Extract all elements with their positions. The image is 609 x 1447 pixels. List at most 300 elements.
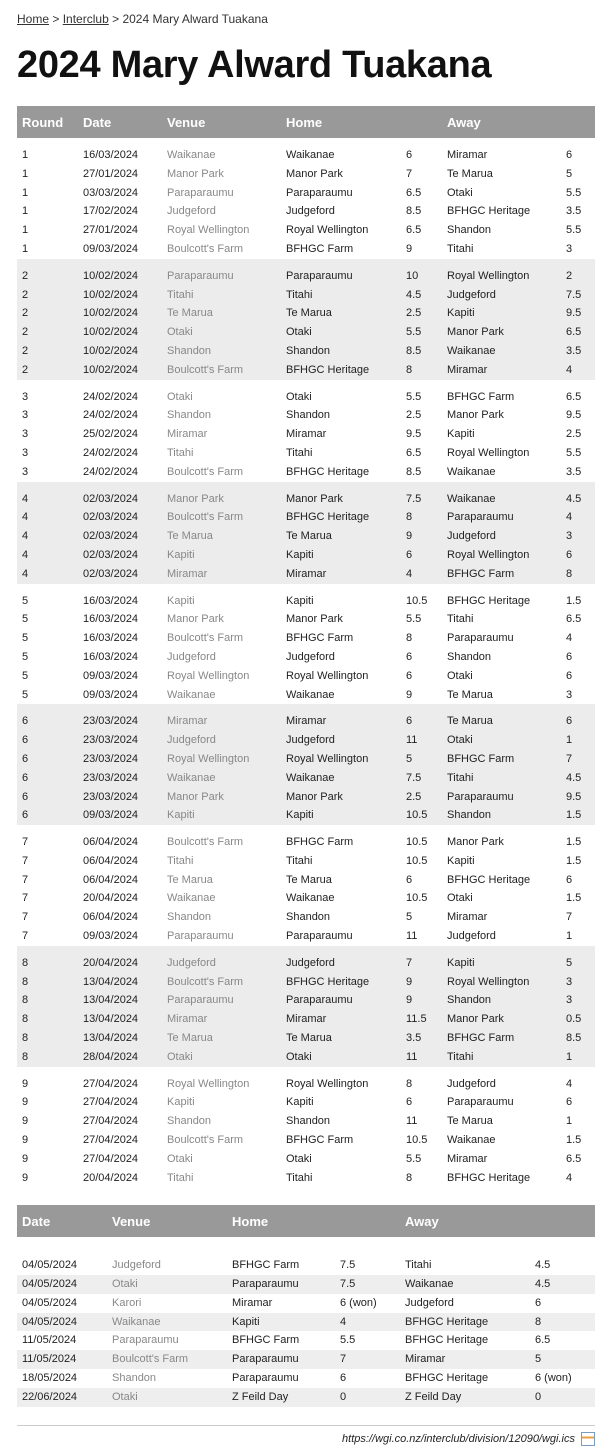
home-score-cell: 9.5 (406, 428, 422, 441)
date-cell: 27/04/2024 (83, 1134, 139, 1147)
finals-spacer (17, 1407, 595, 1426)
round-spacer (17, 380, 595, 388)
venue-cell: Shandon (107, 1369, 227, 1388)
away-team-cell: Miramar (447, 149, 488, 161)
home-score-cell: 5 (401, 750, 442, 769)
table-row (17, 1256, 595, 1275)
away-score-cell: 2.5 (566, 428, 582, 441)
table-row (17, 712, 595, 731)
date-cell: 13/04/2024 (78, 1029, 162, 1048)
spacer-cell (17, 259, 595, 267)
table-row (17, 202, 595, 221)
venue-cell: Miramar (162, 1010, 281, 1029)
away-score-cell: 4 (566, 632, 573, 645)
ics-footer (17, 1431, 595, 1447)
away-team-cell: Titahi (447, 242, 474, 255)
home-team-cell: Miramar (281, 1010, 401, 1029)
away-score-cell: 5 (566, 167, 573, 180)
table-row (17, 490, 595, 509)
round-cell: 4 (17, 490, 78, 509)
table-row (17, 342, 595, 361)
home-team-cell: Manor Park (281, 490, 401, 509)
home-team-cell: BFHGC Farm (286, 836, 354, 849)
away-team-cell: Titahi (442, 1048, 561, 1067)
date-cell: 27/04/2024 (83, 1152, 139, 1165)
venue-cell: Titahi (162, 286, 281, 305)
date-cell: 24/02/2024 (83, 409, 139, 422)
date-cell: 03/03/2024 (83, 186, 139, 199)
venue-cell: Waikanae (167, 688, 216, 701)
venue-cell: Te Marua (162, 1029, 281, 1048)
home-team-cell: Titahi (281, 286, 401, 305)
date-cell: 23/03/2024 (78, 712, 162, 731)
round-cell: 1 (22, 149, 29, 161)
round-cell: 5 (22, 594, 29, 607)
table-row (17, 889, 595, 908)
away-score-cell: 3 (566, 688, 573, 701)
table-row (17, 852, 595, 871)
date-cell: 13/04/2024 (78, 991, 162, 1010)
home-score-cell: 11 (401, 1048, 442, 1067)
venue-cell: Shandon (167, 911, 212, 924)
table-row (17, 425, 595, 444)
date-cell: 23/03/2024 (78, 788, 162, 807)
date-cell: 27/04/2024 (83, 1077, 139, 1090)
home-score-cell: 6 (won) (335, 1294, 400, 1313)
away-team-cell: Paraparaumu (447, 1096, 514, 1109)
away-score-cell: 7.5 (561, 286, 595, 305)
table-row (17, 1313, 595, 1332)
home-team-cell: Judgeford (281, 731, 401, 750)
venue-cell: Otaki (167, 390, 193, 403)
date-cell: 23/03/2024 (78, 769, 162, 788)
away-team-cell: Judgeford (442, 527, 561, 546)
spacer-cell (17, 482, 595, 490)
table-row (17, 463, 595, 482)
table-row (17, 565, 595, 584)
venue-cell: Judgeford (162, 731, 281, 750)
venue-cell: Paraparaumu (167, 186, 234, 199)
date-cell: 10/02/2024 (78, 286, 162, 305)
venue-cell: Boulcott's Farm (162, 361, 281, 380)
away-score-cell: 1 (566, 930, 573, 943)
table-row (17, 750, 595, 769)
date-cell: 09/03/2024 (83, 669, 139, 682)
home-score-cell: 10 (401, 267, 442, 286)
home-team-cell: Manor Park (286, 613, 343, 626)
header-home: Home (281, 106, 401, 138)
away-team-cell: Manor Park (447, 836, 504, 849)
round-cell: 3 (22, 465, 29, 478)
home-team-cell: Otaki (281, 1048, 401, 1067)
table-row (17, 240, 595, 259)
away-score-cell: 5.5 (566, 186, 582, 199)
venue-cell: Boulcott's Farm (167, 836, 244, 849)
home-team-cell: Shandon (286, 1115, 331, 1128)
home-score-cell: 10.5 (406, 892, 428, 905)
table-row (17, 1150, 595, 1169)
ics-url[interactable]: https://wgi.co.nz/interclub/division/12090/wgi.ics (342, 1433, 575, 1446)
home-score-cell: 8.5 (406, 205, 422, 218)
home-team-cell: BFHGC Farm (286, 632, 354, 645)
table-row (17, 592, 595, 611)
date-cell: 09/03/2024 (83, 242, 139, 255)
home-score-cell: 11.5 (401, 1010, 442, 1029)
venue-cell: Boulcott's Farm (167, 465, 244, 478)
home-team-cell: BFHGC Heritage (281, 361, 401, 380)
home-team-cell: Manor Park (286, 167, 343, 180)
home-score-cell: 7 (406, 167, 413, 180)
venue-cell: Paraparaumu (167, 930, 234, 943)
table-row (17, 991, 595, 1010)
date-cell: 10/02/2024 (78, 267, 162, 286)
venue-cell: Boulcott's Farm (162, 973, 281, 992)
away-score-cell: 6.5 (566, 390, 582, 403)
round-spacer (17, 946, 595, 954)
round-cell: 4 (17, 508, 78, 527)
table-row (17, 1388, 595, 1407)
home-score-cell: 11 (401, 731, 442, 750)
date-cell: 16/03/2024 (83, 613, 139, 626)
venue-cell: Judgeford (162, 954, 281, 973)
away-team-cell: BFHGC Heritage (447, 873, 531, 886)
home-team-cell: Titahi (286, 1171, 313, 1184)
table-row (17, 610, 595, 629)
round-cell: 6 (17, 788, 78, 807)
away-team-cell: Titahi (400, 1256, 530, 1275)
table-row (17, 508, 595, 527)
date-cell: 06/04/2024 (83, 854, 139, 867)
venue-cell: Paraparaumu (162, 267, 281, 286)
spacer-cell (17, 380, 595, 388)
date-cell: 10/02/2024 (78, 361, 162, 380)
date-cell: 24/02/2024 (83, 465, 139, 478)
date-cell: 20/04/2024 (83, 1171, 139, 1184)
away-score-cell: 9.5 (561, 304, 595, 323)
away-score-cell: 1.5 (561, 806, 595, 825)
away-score-cell: 4 (561, 508, 595, 527)
venue-cell: Paraparaumu (107, 1331, 227, 1350)
away-team-cell: Judgeford (400, 1294, 530, 1313)
table-row (17, 648, 595, 667)
venue-cell: Waikanae (107, 1313, 227, 1332)
date-cell: 04/05/2024 (17, 1275, 107, 1294)
away-score-cell: 6 (561, 546, 595, 565)
round-cell: 6 (17, 712, 78, 731)
table-row (17, 806, 595, 825)
table-row (17, 731, 595, 750)
home-score-cell: 9 (406, 242, 413, 255)
venue-cell: Kapiti (162, 546, 281, 565)
home-score-cell: 6.5 (406, 446, 422, 459)
finals-header-home-score (335, 1205, 400, 1237)
venue-cell: Manor Park (162, 490, 281, 509)
away-team-cell: Shandon (442, 991, 561, 1010)
table-row (17, 788, 595, 807)
round-cell: 8 (17, 954, 78, 973)
finals-header-away-score (530, 1205, 595, 1237)
venue-cell: Judgeford (107, 1256, 227, 1275)
away-score-cell: 0.5 (561, 1010, 595, 1029)
header-date: Date (78, 106, 162, 138)
round-cell: 4 (17, 565, 78, 584)
table-row (17, 184, 595, 203)
round-cell: 3 (22, 446, 29, 459)
finals-spacer (17, 1237, 595, 1256)
away-team-cell: Judgeford (447, 1077, 496, 1090)
venue-cell: Royal Wellington (162, 750, 281, 769)
away-score-cell: 6 (530, 1294, 595, 1313)
finals-header-venue: Venue (107, 1205, 227, 1237)
date-cell: 22/06/2024 (17, 1388, 107, 1407)
venue-cell: Manor Park (162, 788, 281, 807)
table-row (17, 546, 595, 565)
home-score-cell: 6 (406, 1096, 413, 1109)
away-score-cell: 4 (566, 1171, 573, 1184)
home-team-cell: Paraparaumu (227, 1350, 335, 1369)
home-team-cell: Miramar (227, 1294, 335, 1313)
venue-cell: Manor Park (167, 613, 224, 626)
home-team-cell: Otaki (286, 390, 312, 403)
round-cell: 2 (17, 361, 78, 380)
away-score-cell: 3.5 (566, 465, 582, 478)
table-row (17, 973, 595, 992)
away-team-cell: Shandon (447, 650, 492, 663)
round-cell: 9 (22, 1077, 29, 1090)
date-cell: 28/04/2024 (78, 1048, 162, 1067)
venue-cell: Boulcott's Farm (162, 508, 281, 527)
date-cell: 10/02/2024 (78, 323, 162, 342)
home-team-cell: Shandon (281, 342, 401, 361)
home-team-cell: Paraparaumu (286, 186, 353, 199)
home-score-cell: 3.5 (401, 1029, 442, 1048)
finals-header-home: Home (227, 1205, 335, 1237)
date-cell: 13/04/2024 (78, 1010, 162, 1029)
date-cell: 23/03/2024 (78, 750, 162, 769)
away-team-cell: Paraparaumu (442, 788, 561, 807)
date-cell: 27/01/2024 (83, 224, 139, 237)
home-team-cell: Paraparaumu (227, 1275, 335, 1294)
round-cell: 6 (17, 769, 78, 788)
home-score-cell: 6 (406, 873, 413, 886)
home-score-cell: 5 (406, 911, 413, 924)
home-team-cell: Shandon (286, 409, 331, 422)
round-cell: 8 (17, 973, 78, 992)
home-team-cell: Otaki (281, 323, 401, 342)
home-team-cell: Kapiti (286, 594, 314, 607)
round-cell: 1 (22, 242, 29, 255)
venue-cell: Otaki (107, 1388, 227, 1407)
date-cell: 04/05/2024 (17, 1256, 107, 1275)
away-score-cell: 6 (566, 873, 573, 886)
header-away: Away (442, 106, 561, 138)
home-score-cell: 9 (401, 991, 442, 1010)
venue-cell: Shandon (162, 342, 281, 361)
venue-cell: Titahi (167, 854, 194, 867)
round-cell: 6 (17, 750, 78, 769)
home-score-cell: 6.5 (406, 186, 422, 199)
away-team-cell: Waikanae (447, 465, 496, 478)
home-score-cell: 8 (401, 508, 442, 527)
date-cell: 02/03/2024 (78, 527, 162, 546)
table-row (17, 444, 595, 463)
venue-cell: Manor Park (167, 167, 224, 180)
away-score-cell: 1 (561, 731, 595, 750)
away-team-cell: Te Marua (442, 712, 561, 731)
home-team-cell: Royal Wellington (286, 1077, 369, 1090)
home-score-cell: 6 (406, 149, 413, 161)
away-score-cell: 6 (561, 712, 595, 731)
away-team-cell: BFHGC Farm (442, 750, 561, 769)
away-score-cell: 1.5 (566, 1134, 582, 1147)
date-cell: 02/03/2024 (78, 508, 162, 527)
spacer-cell (17, 1407, 595, 1426)
home-team-cell: Kapiti (227, 1313, 335, 1332)
home-score-cell: 4 (401, 565, 442, 584)
table-row (17, 954, 595, 973)
date-cell: 06/04/2024 (83, 836, 139, 849)
round-cell: 4 (17, 546, 78, 565)
home-score-cell: 6 (406, 650, 413, 663)
away-team-cell: Paraparaumu (442, 508, 561, 527)
round-spacer (17, 138, 595, 146)
table-row (17, 527, 595, 546)
round-cell: 7 (22, 930, 29, 943)
home-score-cell: 8 (406, 1171, 413, 1184)
date-cell: 02/03/2024 (78, 546, 162, 565)
home-score-cell: 6.5 (406, 224, 422, 237)
table-row (17, 388, 595, 407)
date-cell: 24/02/2024 (83, 390, 139, 403)
venue-cell: Titahi (167, 1171, 194, 1184)
away-team-cell: Otaki (447, 186, 473, 199)
round-cell: 8 (17, 1048, 78, 1067)
away-score-cell: 6.5 (566, 1152, 582, 1165)
rounds-table-header (17, 106, 595, 138)
date-cell: 06/04/2024 (83, 911, 139, 924)
away-score-cell: 8.5 (561, 1029, 595, 1048)
table-row (17, 1029, 595, 1048)
away-score-cell: 6.5 (561, 323, 595, 342)
venue-cell: Shandon (167, 1115, 212, 1128)
home-team-cell: Manor Park (281, 788, 401, 807)
date-cell: 09/03/2024 (83, 688, 139, 701)
table-row (17, 165, 595, 184)
away-score-cell: 3 (561, 991, 595, 1010)
round-cell: 3 (22, 390, 29, 403)
home-score-cell: 9 (401, 527, 442, 546)
spacer-cell (17, 704, 595, 712)
home-score-cell: 5.5 (406, 1152, 422, 1165)
home-score-cell: 7.5 (335, 1275, 400, 1294)
away-team-cell: Royal Wellington (442, 546, 561, 565)
home-team-cell: BFHGC Farm (227, 1331, 335, 1350)
finals-header-date: Date (17, 1205, 107, 1237)
table-row (17, 146, 595, 165)
venue-cell: Kapiti (167, 594, 195, 607)
home-score-cell: 9 (406, 688, 413, 701)
spacer-cell (17, 946, 595, 954)
away-score-cell: 7 (561, 750, 595, 769)
round-cell: 2 (17, 323, 78, 342)
venue-cell: Royal Wellington (167, 669, 250, 682)
table-row (17, 267, 595, 286)
header-venue: Venue (162, 106, 281, 138)
round-cell: 8 (17, 991, 78, 1010)
home-score-cell: 7.5 (335, 1256, 400, 1275)
away-team-cell: Paraparaumu (447, 632, 514, 645)
table-row (17, 667, 595, 686)
away-score-cell: 1.5 (566, 892, 582, 905)
away-score-cell: 1.5 (566, 594, 582, 607)
away-team-cell: Kapiti (447, 854, 475, 867)
home-score-cell: 6 (335, 1369, 400, 1388)
round-cell: 1 (22, 186, 29, 199)
home-score-cell: 2.5 (401, 788, 442, 807)
home-score-cell: 10.5 (406, 854, 428, 867)
home-team-cell: Shandon (286, 911, 331, 924)
breadcrumb-interclub-link[interactable]: Interclub (62, 12, 109, 26)
date-cell: 16/03/2024 (83, 632, 139, 645)
round-cell: 5 (22, 632, 29, 645)
table-row (17, 304, 595, 323)
home-team-cell: Waikanae (281, 769, 401, 788)
date-cell: 24/02/2024 (83, 446, 139, 459)
breadcrumb-home-link[interactable]: Home (17, 12, 50, 26)
away-score-cell: 9.5 (561, 788, 595, 807)
round-cell: 9 (22, 1115, 29, 1128)
away-score-cell: 3.5 (566, 205, 582, 218)
home-team-cell: Royal Wellington (286, 669, 369, 682)
away-score-cell: 5 (561, 954, 595, 973)
home-team-cell: Otaki (286, 1152, 312, 1165)
calendar-icon[interactable] (581, 1432, 595, 1446)
home-team-cell: Z Feild Day (227, 1388, 335, 1407)
home-score-cell: 4.5 (401, 286, 442, 305)
away-score-cell: 3 (561, 973, 595, 992)
date-cell: 04/05/2024 (17, 1313, 107, 1332)
away-score-cell: 6.5 (530, 1331, 595, 1350)
home-team-cell: Paraparaumu (227, 1369, 335, 1388)
away-score-cell: 6 (566, 149, 573, 161)
home-score-cell: 10.5 (406, 1134, 428, 1147)
home-score-cell: 7 (401, 954, 442, 973)
home-team-cell: BFHGC Farm (286, 1134, 354, 1147)
venue-cell: Te Marua (162, 527, 281, 546)
away-score-cell: 6 (566, 669, 573, 682)
away-team-cell: Manor Park (442, 1010, 561, 1029)
away-team-cell: Waikanae (400, 1275, 530, 1294)
date-cell: 23/03/2024 (78, 731, 162, 750)
round-cell: 5 (22, 669, 29, 682)
home-score-cell: 10.5 (406, 594, 428, 607)
away-score-cell: 4 (561, 361, 595, 380)
round-cell: 2 (17, 286, 78, 305)
away-score-cell: 1.5 (566, 836, 582, 849)
away-team-cell: Miramar (447, 911, 488, 924)
date-cell: 16/03/2024 (83, 594, 139, 607)
away-team-cell: Titahi (447, 613, 474, 626)
table-row (17, 1112, 595, 1131)
date-cell: 16/03/2024 (83, 650, 139, 663)
away-score-cell: 5.5 (566, 446, 582, 459)
home-team-cell: Paraparaumu (286, 930, 353, 943)
round-cell: 3 (22, 409, 29, 422)
spacer-cell (17, 1237, 595, 1256)
home-team-cell: Te Marua (286, 873, 332, 886)
away-team-cell: Kapiti (442, 954, 561, 973)
away-team-cell: Judgeford (447, 930, 496, 943)
